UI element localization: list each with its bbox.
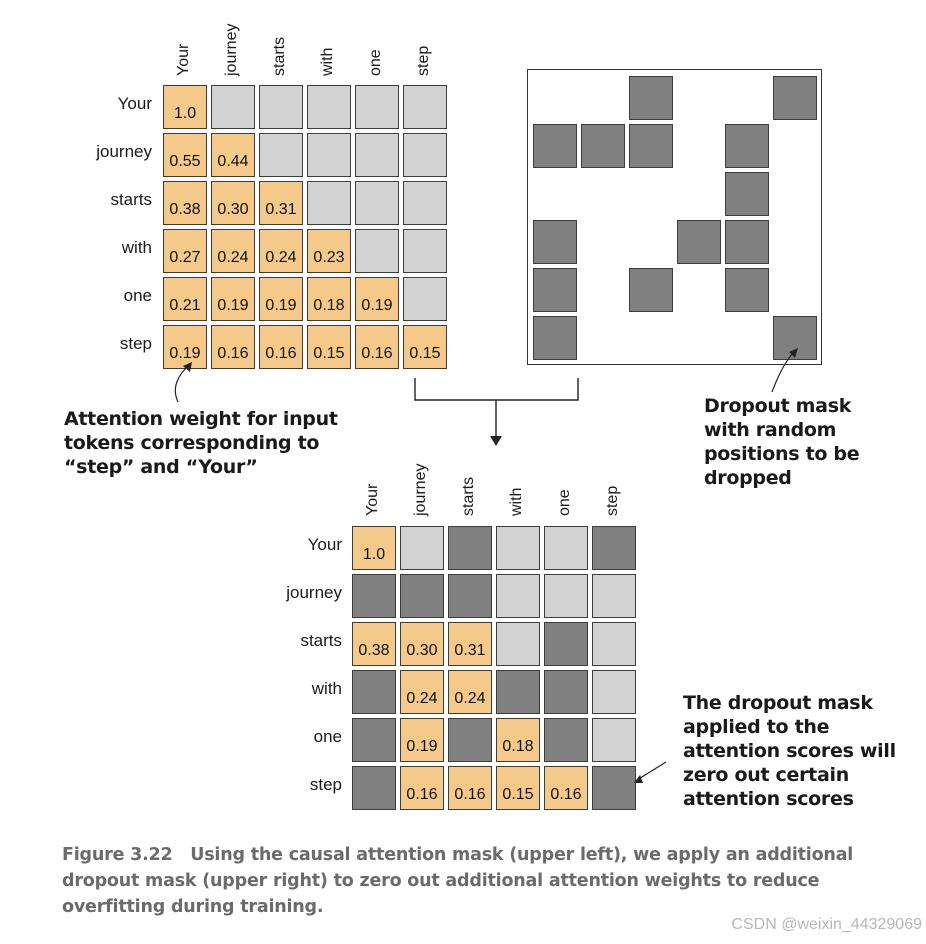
row-label: with (311, 679, 342, 698)
row-label: Your (117, 94, 152, 113)
dropout-mask-callout (704, 394, 859, 490)
callout-line: dropped (704, 467, 792, 489)
weight-value: 0.23 (313, 249, 345, 266)
caption-text: Using the causal attention mask (upper left), we apply an additional dropout mask (upper right) to zero out additional attention weights to reduce overfitting during training. (62, 845, 854, 917)
column-label: with (319, 47, 336, 76)
weight-value: 0.19 (265, 297, 297, 314)
figure-label: Figure 3.22 (62, 845, 173, 865)
row-label: with (121, 238, 152, 257)
column-label: step (604, 485, 621, 516)
row-label: one (123, 286, 152, 305)
weight-value: 0.24 (217, 249, 249, 266)
figure-caption (62, 842, 882, 920)
weight-value: 0.16 (265, 345, 297, 362)
weight-value: 0.55 (169, 153, 201, 170)
weight-value: 0.15 (313, 345, 345, 362)
callout-line: with random (704, 419, 837, 441)
weight-value: 0.24 (406, 690, 438, 707)
row-label: step (119, 334, 152, 353)
weight-value: 0.16 (217, 345, 249, 362)
column-label: starts (271, 36, 288, 76)
column-label: Your (364, 483, 381, 516)
callout-line: “step” and “Your” (64, 456, 258, 478)
row-label: one (313, 727, 342, 746)
weight-value: 0.18 (502, 738, 534, 755)
weight-value: 0.21 (169, 297, 201, 314)
weight-value: 0.19 (217, 297, 249, 314)
callout-line: tokens corresponding to (64, 432, 320, 454)
weight-value: 0.15 (502, 786, 534, 803)
weight-value: 0.38 (358, 642, 390, 659)
row-label: starts (300, 631, 342, 650)
callout-line: Attention weight for input (64, 408, 338, 430)
column-label: one (367, 49, 384, 76)
weight-value: 0.38 (169, 201, 201, 218)
column-label: Your (175, 43, 192, 76)
callout-line: The dropout mask (683, 692, 873, 714)
weight-value: 0.15 (409, 345, 441, 362)
column-label: step (415, 45, 432, 76)
attention-weight-callout (64, 407, 338, 479)
row-label: journey (286, 583, 342, 602)
watermark: CSDN @weixin_44329069 (731, 916, 922, 933)
weight-value: 0.24 (454, 690, 486, 707)
callout-line: Dropout mask (704, 395, 852, 417)
weight-value: 0.27 (169, 249, 201, 266)
column-label: journey (223, 23, 240, 76)
weight-value: 0.30 (217, 201, 249, 218)
row-label: Your (307, 535, 342, 554)
callout-line: applied to the (683, 716, 830, 738)
column-label: journey (412, 463, 429, 516)
column-label: starts (460, 476, 477, 516)
column-label: with (508, 487, 525, 516)
row-label: starts (110, 190, 152, 209)
applied-mask-callout (683, 691, 896, 811)
column-label: one (556, 489, 573, 516)
weight-value: 0.31 (265, 201, 297, 218)
weight-value: 0.19 (169, 345, 201, 362)
weight-value: 0.16 (406, 786, 438, 803)
callout-line: positions to be (704, 443, 860, 465)
weight-value: 0.19 (361, 297, 393, 314)
weight-value: 0.24 (265, 249, 297, 266)
callout-line: attention scores (683, 788, 854, 810)
weight-value: 1.0 (173, 105, 197, 122)
callout-line: zero out certain (683, 764, 849, 786)
weight-value: 0.31 (454, 642, 486, 659)
row-label: journey (96, 142, 152, 161)
weight-value: 0.18 (313, 297, 345, 314)
callout-line: attention scores will (683, 740, 896, 762)
weight-value: 0.16 (454, 786, 486, 803)
weight-value: 0.16 (550, 786, 582, 803)
weight-value: 0.16 (361, 345, 393, 362)
weight-value: 0.30 (406, 642, 438, 659)
weight-value: 0.19 (406, 738, 438, 755)
row-label: step (309, 775, 342, 794)
weight-value: 1.0 (362, 546, 386, 563)
weight-value: 0.44 (217, 153, 249, 170)
